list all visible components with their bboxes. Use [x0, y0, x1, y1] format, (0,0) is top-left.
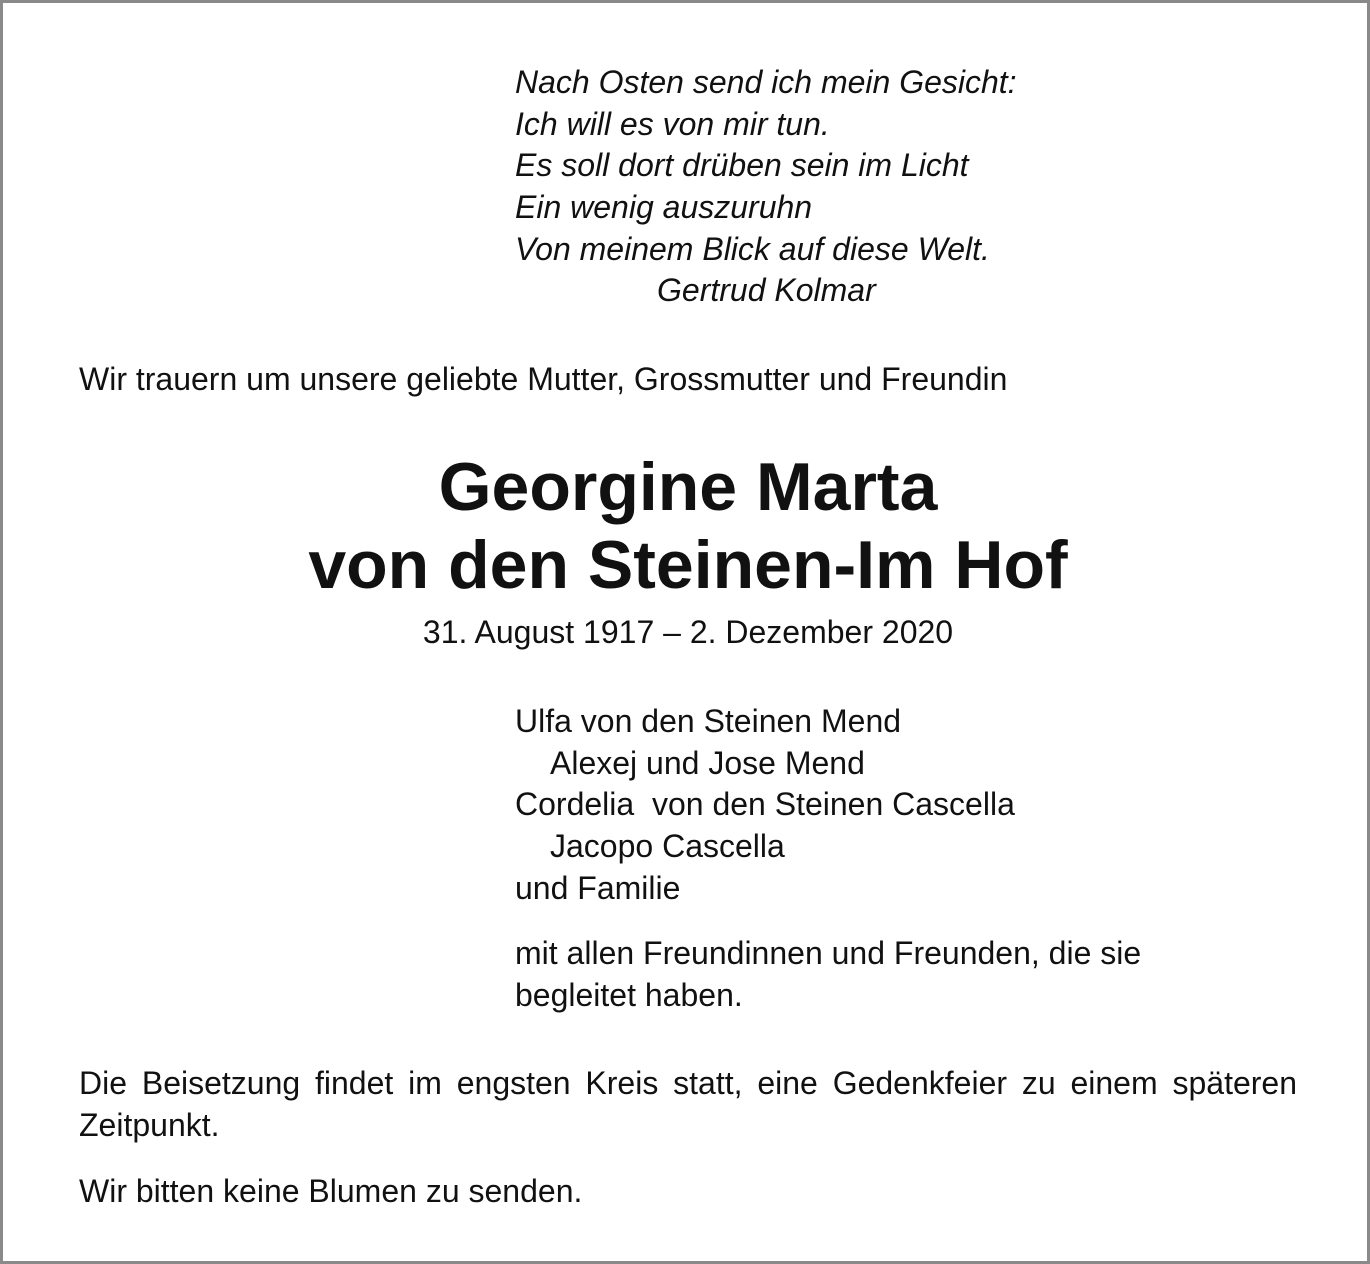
deceased-name-line1: Georgine Marta: [438, 449, 938, 525]
poem-line: Ein wenig auszuruhn: [515, 189, 813, 225]
poem-author: Gertrud Kolmar: [657, 272, 876, 308]
mourner-name: Ulfa von den Steinen Mend: [515, 703, 902, 739]
poem-line: Von meinem Blick auf diese Welt.: [515, 231, 990, 267]
mourner-name: und Familie: [515, 870, 681, 906]
flowers-note: Wir bitten keine Blumen zu senden.: [79, 1173, 583, 1209]
poem-line: Ich will es von mir tun.: [515, 106, 830, 142]
deceased-name-line2: von den Steinen-Im Hof: [308, 527, 1068, 603]
friends-line: mit allen Freundinnen und Freunden, die sie: [515, 935, 1142, 971]
friends-line: begleitet haben.: [515, 977, 743, 1013]
poem-line: Es soll dort drüben sein im Licht: [515, 147, 969, 183]
mourner-name: Cordelia von den Steinen Cascella: [515, 786, 1015, 822]
poem-line: Nach Osten send ich mein Gesicht:: [515, 64, 1017, 100]
intro-text: Wir trauern um unsere geliebte Mutter, Grossmutter und Freundin: [79, 361, 1008, 397]
burial-note: Die Beisetzung findet im engsten Kreis statt, eine Gedenkfeier zu einem späteren Zeitpunkt.: [79, 1065, 1297, 1143]
mourner-name: Jacopo Cascella: [550, 828, 785, 864]
mourner-name: Alexej und Jose Mend: [550, 745, 865, 781]
life-dates: 31. August 1917 – 2. Dezember 2020: [422, 614, 954, 650]
